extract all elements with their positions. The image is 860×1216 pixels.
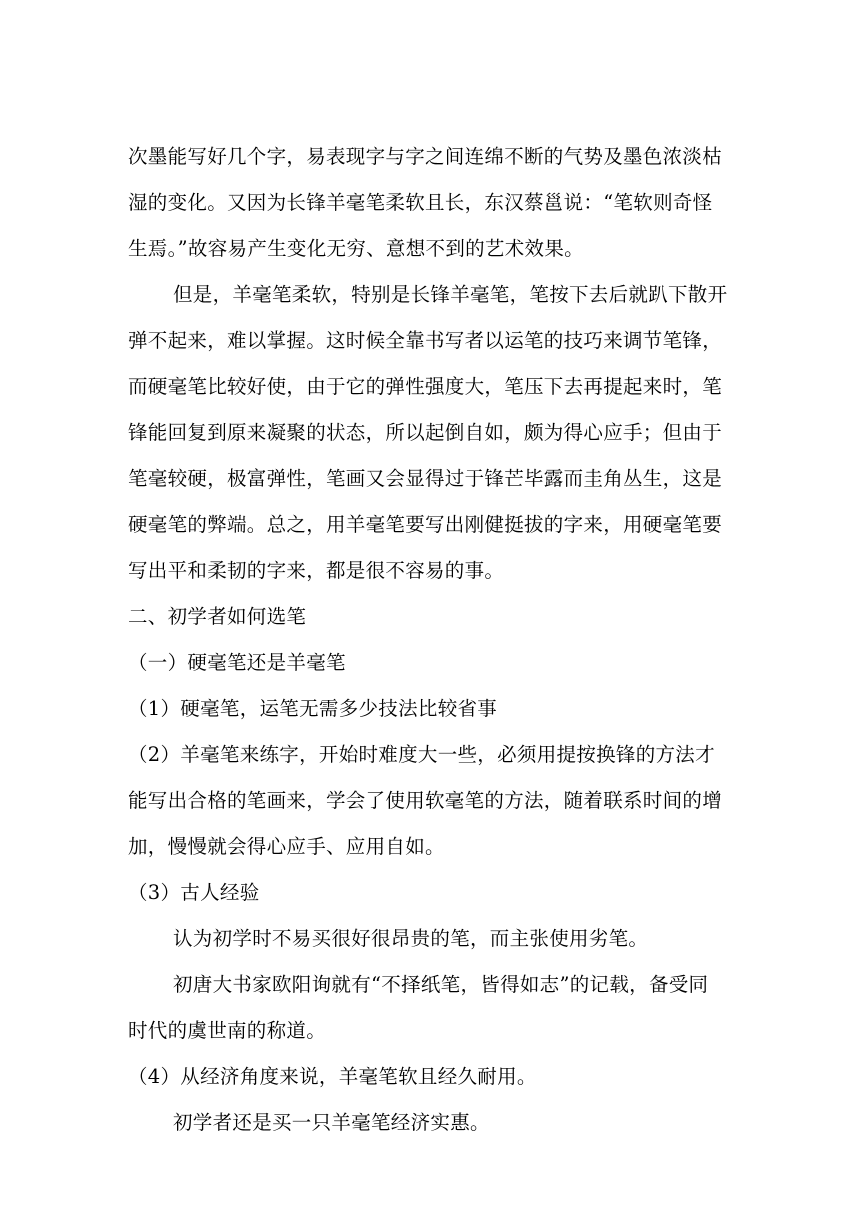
text-line: 而硬毫笔比较好使，由于它的弹性强度大，笔压下去再提起来时，笔: [128, 375, 723, 398]
section-heading: 二、初学者如何选笔: [128, 605, 307, 628]
document-body: [128, 134, 732, 1146]
text-line: 生焉。”故容易产生变化无穷、意想不到的艺术效果。: [128, 237, 584, 260]
text-line: 次墨能写好几个字，易表现字与字之间连绵不断的气势及墨色浓淡枯: [128, 145, 723, 168]
text-line: 锋能回复到原来凝聚的状态，所以起倒自如，颇为得心应手；但由于: [128, 421, 723, 444]
list-item: （4）从经济角度来说，羊毫笔软且经久耐用。: [128, 1065, 537, 1088]
paragraph-first-line: 初学者还是买一只羊毫笔经济实惠。: [173, 1111, 490, 1134]
text-line: 弹不起来，难以掌握。这时候全靠书写者以运笔的技巧来调节笔锋，: [128, 329, 723, 352]
list-item: （2）羊毫笔来练字，开始时难度大一些，必须用提按换锋的方法才: [128, 743, 715, 766]
subsection-heading: （一）硬毫笔还是羊毫笔: [128, 651, 346, 674]
list-item: （3）古人经验: [128, 881, 260, 904]
text-line: 硬毫笔的弊端。总之，用羊毫笔要写出刚健挺拔的字来，用硬毫笔要: [128, 513, 723, 536]
text-line: 湿的变化。又因为长锋羊毫笔柔软且长，东汉蔡邕说：“笔软则奇怪: [128, 191, 713, 214]
text-line: 笔毫较硬，极富弹性，笔画又会显得过于锋芒毕露而圭角丛生，这是: [128, 467, 723, 490]
text-line: 能写出合格的笔画来，学会了使用软毫笔的方法，随着联系时间的增: [128, 789, 723, 812]
paragraph-first-line: 初唐大书家欧阳询就有“不择纸笔，皆得如志”的记载，备受同: [173, 973, 709, 996]
paragraph-first-line: 认为初学时不易买很好很昂贵的笔，而主张使用劣笔。: [173, 927, 649, 950]
list-item: （1）硬毫笔，运笔无需多少技法比较省事: [128, 697, 498, 720]
text-line: 时代的虞世南的称道。: [128, 1019, 327, 1042]
text-line: 加，慢慢就会得心应手、应用自如。: [128, 835, 445, 858]
text-line: 写出平和柔韧的字来，都是很不容易的事。: [128, 559, 505, 582]
paragraph-first-line: 但是，羊毫笔柔软，特别是长锋羊毫笔，笔按下去后就趴下散开: [173, 283, 728, 306]
